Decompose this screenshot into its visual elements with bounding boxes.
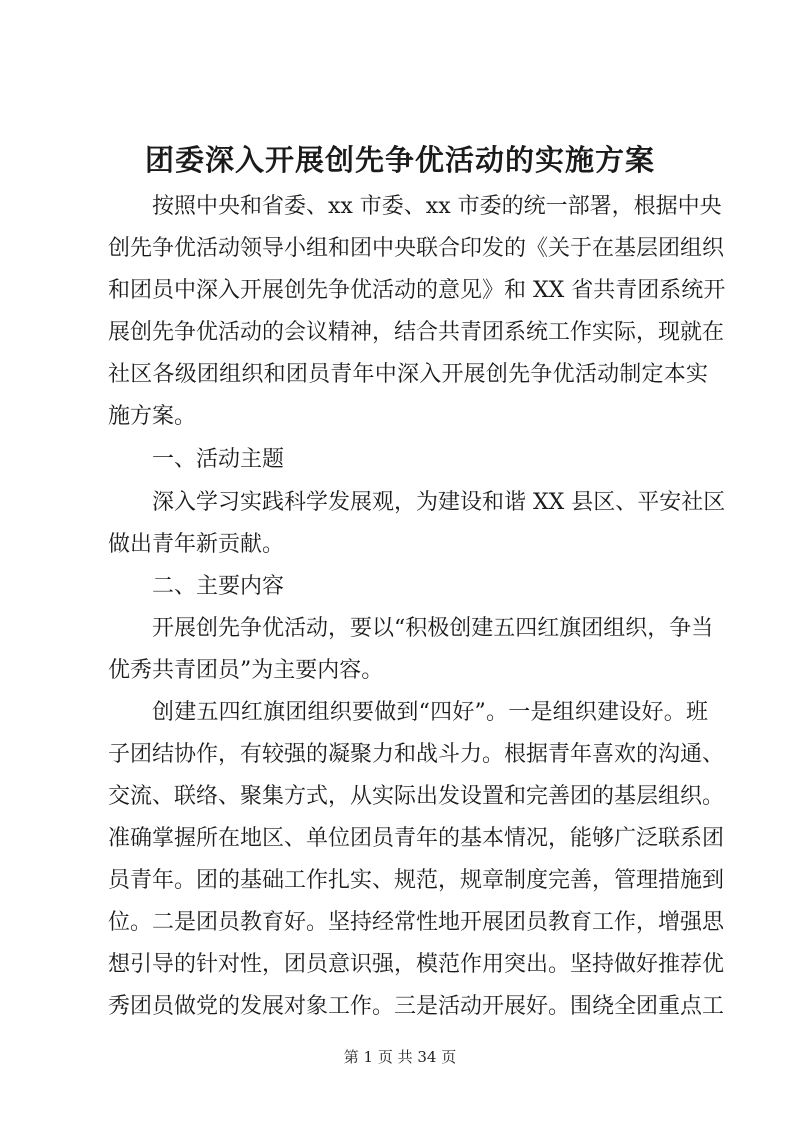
body-line-3: 和团员中深入开展创先争优活动的意见》和 XX 省共青团系统开 — [108, 278, 726, 303]
body-line-9: 开展创先争优活动，要以“积极创建五四红旗团组织，争当 — [152, 616, 714, 641]
body-line-11: 创建五四红旗团组织要做到“四好”。一是组织建设好。班 — [152, 700, 708, 725]
body-line-8: 做出青年新贡献。 — [108, 532, 285, 557]
body-line-7: 深入学习实践科学发展观，为建设和谐 XX 县区、平安社区 — [152, 490, 726, 515]
body-line-10: 优秀共青团员”为主要内容。 — [108, 658, 384, 683]
section-heading-2: 二、主要内容 — [152, 574, 285, 599]
body-line-14: 准确掌握所在地区、单位团员青年的基本情况，能够广泛联系团 — [108, 826, 725, 851]
body-line-16: 位。二是团员教育好。坚持经常性地开展团员教育工作，增强思 — [108, 910, 725, 935]
body-line-17: 想引导的针对性，团员意识强，模范作用突出。坚持做好推荐优 — [108, 952, 725, 977]
body-line-2: 创先争优活动领导小组和团中央联合印发的《关于在基层团组织 — [108, 236, 725, 261]
body-line-1: 按照中央和省委、xx 市委、xx 市委的统一部署，根据中央 — [152, 194, 722, 219]
body-line-5: 社区各级团组织和团员青年中深入开展创先争优活动制定本实 — [108, 362, 708, 387]
body-line-12: 子团结协作，有较强的凝聚力和战斗力。根据青年喜欢的沟通、 — [108, 742, 725, 767]
body-line-6: 施方案。 — [108, 404, 197, 429]
body-line-18: 秀团员做党的发展对象工作。三是活动开展好。围绕全团重点工 — [108, 994, 725, 1019]
body-line-15: 员青年。团的基础工作扎实、规范，规章制度完善，管理措施到 — [108, 868, 725, 893]
body-line-13: 交流、联络、聚集方式，从实际出发设置和完善团的基层组织。 — [108, 784, 725, 809]
section-heading-1: 一、活动主题 — [152, 447, 285, 472]
body-line-4: 展创先争优活动的会议精神，结合共青团系统工作实际，现就在 — [108, 320, 725, 345]
document-title: 团委深入开展创先争优活动的实施方案 — [144, 143, 655, 177]
page-number-footer: 第 1 页 共 34 页 — [343, 1048, 457, 1066]
